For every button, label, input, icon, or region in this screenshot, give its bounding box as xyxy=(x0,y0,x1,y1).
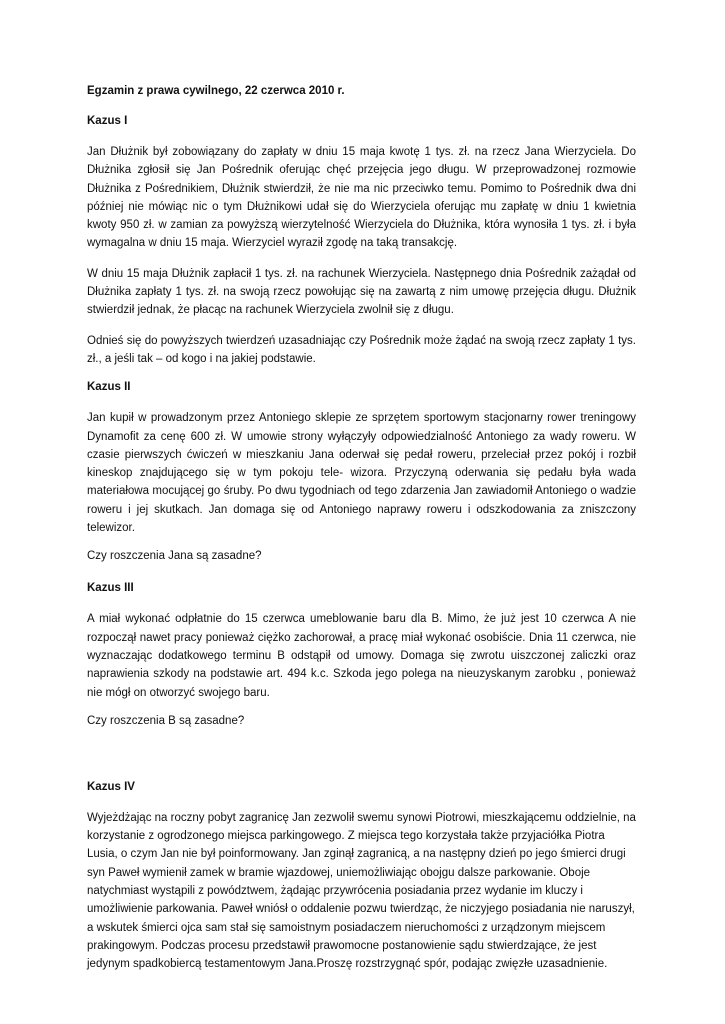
kazus-2-heading: Kazus II xyxy=(87,381,131,394)
kazus-1-paragraph-1: Jan Dłużnik był zobowiązany do zapłaty w dniu 15 maja kwotę 1 tys. zł. na rzecz Jana Wierzyciela. Do Dłużnika zgłosił się Jan Pośrednik oferując chęć przejęcia jego długu. W przeprowadzonej rozmowie Dłużnika z Pośrednikiem, Dłużnik stwierdził, że nie ma nic przeciwko temu. Pomimo to Pośrednik dwa dni później nie mówiąc nic o tym Dłużnikowi udał się do Wierzyciela oferując mu zapłatę w dniu 1 kwietnia kwoty 950 zł. w zamian za powyższą wierzytelność Wierzyciela do Dłużnika, która wynosiła 1 tys. zł. i była wymagalna w dniu 15 maja. Wierzyciel wyraził zgodę na taką transakcję. xyxy=(87,146,636,250)
kazus-1-paragraph-2: W dniu 15 maja Dłużnik zapłacił 1 tys. zł. na rachunek Wierzyciela. Następnego dnia Pośrednik zażądał od Dłużnika zapłaty 1 tys. zł. na swoją rzecz powołując się na zawartą z nim umowę przejęcia długu. Dłużnik stwierdził jednak, że płacąc na rachunek Wierzyciela zwolnił się z długu. xyxy=(87,267,636,317)
kazus-3-heading: Kazus III xyxy=(87,582,134,595)
kazus-2-paragraph-1: Jan kupił w prowadzonym przez Antoniego sklepie ze sprzętem sportowym stacjonarny rower treningowy Dynamofit za cenę 600 zł. W umowie strony wyłączyły odpowiedzialność Antoniego za wady roweru. W czasie pierwszych ćwiczeń w mieszkaniu Jana oderwał się pedał roweru, przeleciał przez pokój i rozbił kineskop znajdującego się w tym pokoju tele- wizora. Przyczyną oderwania się pedału była wada materiałowa mocującej go śruby. Po dwu tygodniach od tego zdarzenia Jan zawiadomił Antoniego o wadzie roweru i jej skutkach. Jan domaga się od Antoniego naprawy roweru i odszkodowania za zniszczony telewizor. xyxy=(87,412,636,535)
kazus-3-paragraph-1: A miał wykonać odpłatnie do 15 czerwca umeblowanie baru dla B. Mimo, że już jest 10 czerwca A nie rozpoczął nawet pracy ponieważ ciężko zachorował, a pracę miał wykonać osobiście. Dnia 11 czerwca, nie wyznaczając dodatkowego terminu B odstąpił od umowy. Domaga się zwrotu uiszczonej zaliczki oraz naprawienia szkody na podstawie art. 494 k.c. Szkoda jego polega na nieuzyskanym zarobku , ponieważ nie mógł on otworzyć swojego baru. xyxy=(87,613,636,699)
section-spacer xyxy=(87,746,636,780)
kazus-4-paragraph-1: Wyjeżdżając na roczny pobyt zagranicę Jan zezwolił swemu synowi Piotrowi, mieszkającemu oddzielnie, na korzystanie z ogrodzonego miejsca parkingowego. Z miejsca tego korzystała także przyjaciółka Piotra Lusia, o czym Jan nie był poinformowany. Jan zginął zagranicą, a na następny dzień po jego śmierci drugi syn Paweł wymienił zamek w bramie wjazdowej, uniemożliwiając obojgu dalsze parkowanie. Oboje natychmiast wystąpili z powództwem, żądając przywrócenia posiadania przez wydanie im kluczy i umożliwienie parkowania. Paweł wniósł o oddalenie pozwu twierdząc, że niczyjego posiadania nie naruszył, a wskutek śmierci ojca sam stał się samoistnym posiadaczem nieruchomości z urządzonym miejscem prakingowym. Podczas procesu przedstawił prawomocne postanowienie sądu stwierdzające, że jest jedynym spadkobiercą testamentowym Jana.Proszę rozstrzygnąć spór, podając zwięzłe uzasadnienie. xyxy=(87,811,636,971)
kazus-4-heading: Kazus IV xyxy=(87,780,135,793)
exam-title: Egzamin z prawa cywilnego, 22 czerwca 2010 r. xyxy=(87,85,345,97)
kazus-1-paragraph-3: Odnieś się do powyższych twierdzeń uzasadniając czy Pośrednik może żądać na swoją rzecz zapłaty 1 tys. zł., a jeśli tak – od kogo i na jakiej podstawie. xyxy=(87,334,636,365)
kazus-1-heading: Kazus I xyxy=(87,115,128,127)
kazus-2-question: Czy roszczenia Jana są zasadne? xyxy=(87,550,262,563)
kazus-3-question: Czy roszczenia B są zasadne? xyxy=(87,714,245,727)
